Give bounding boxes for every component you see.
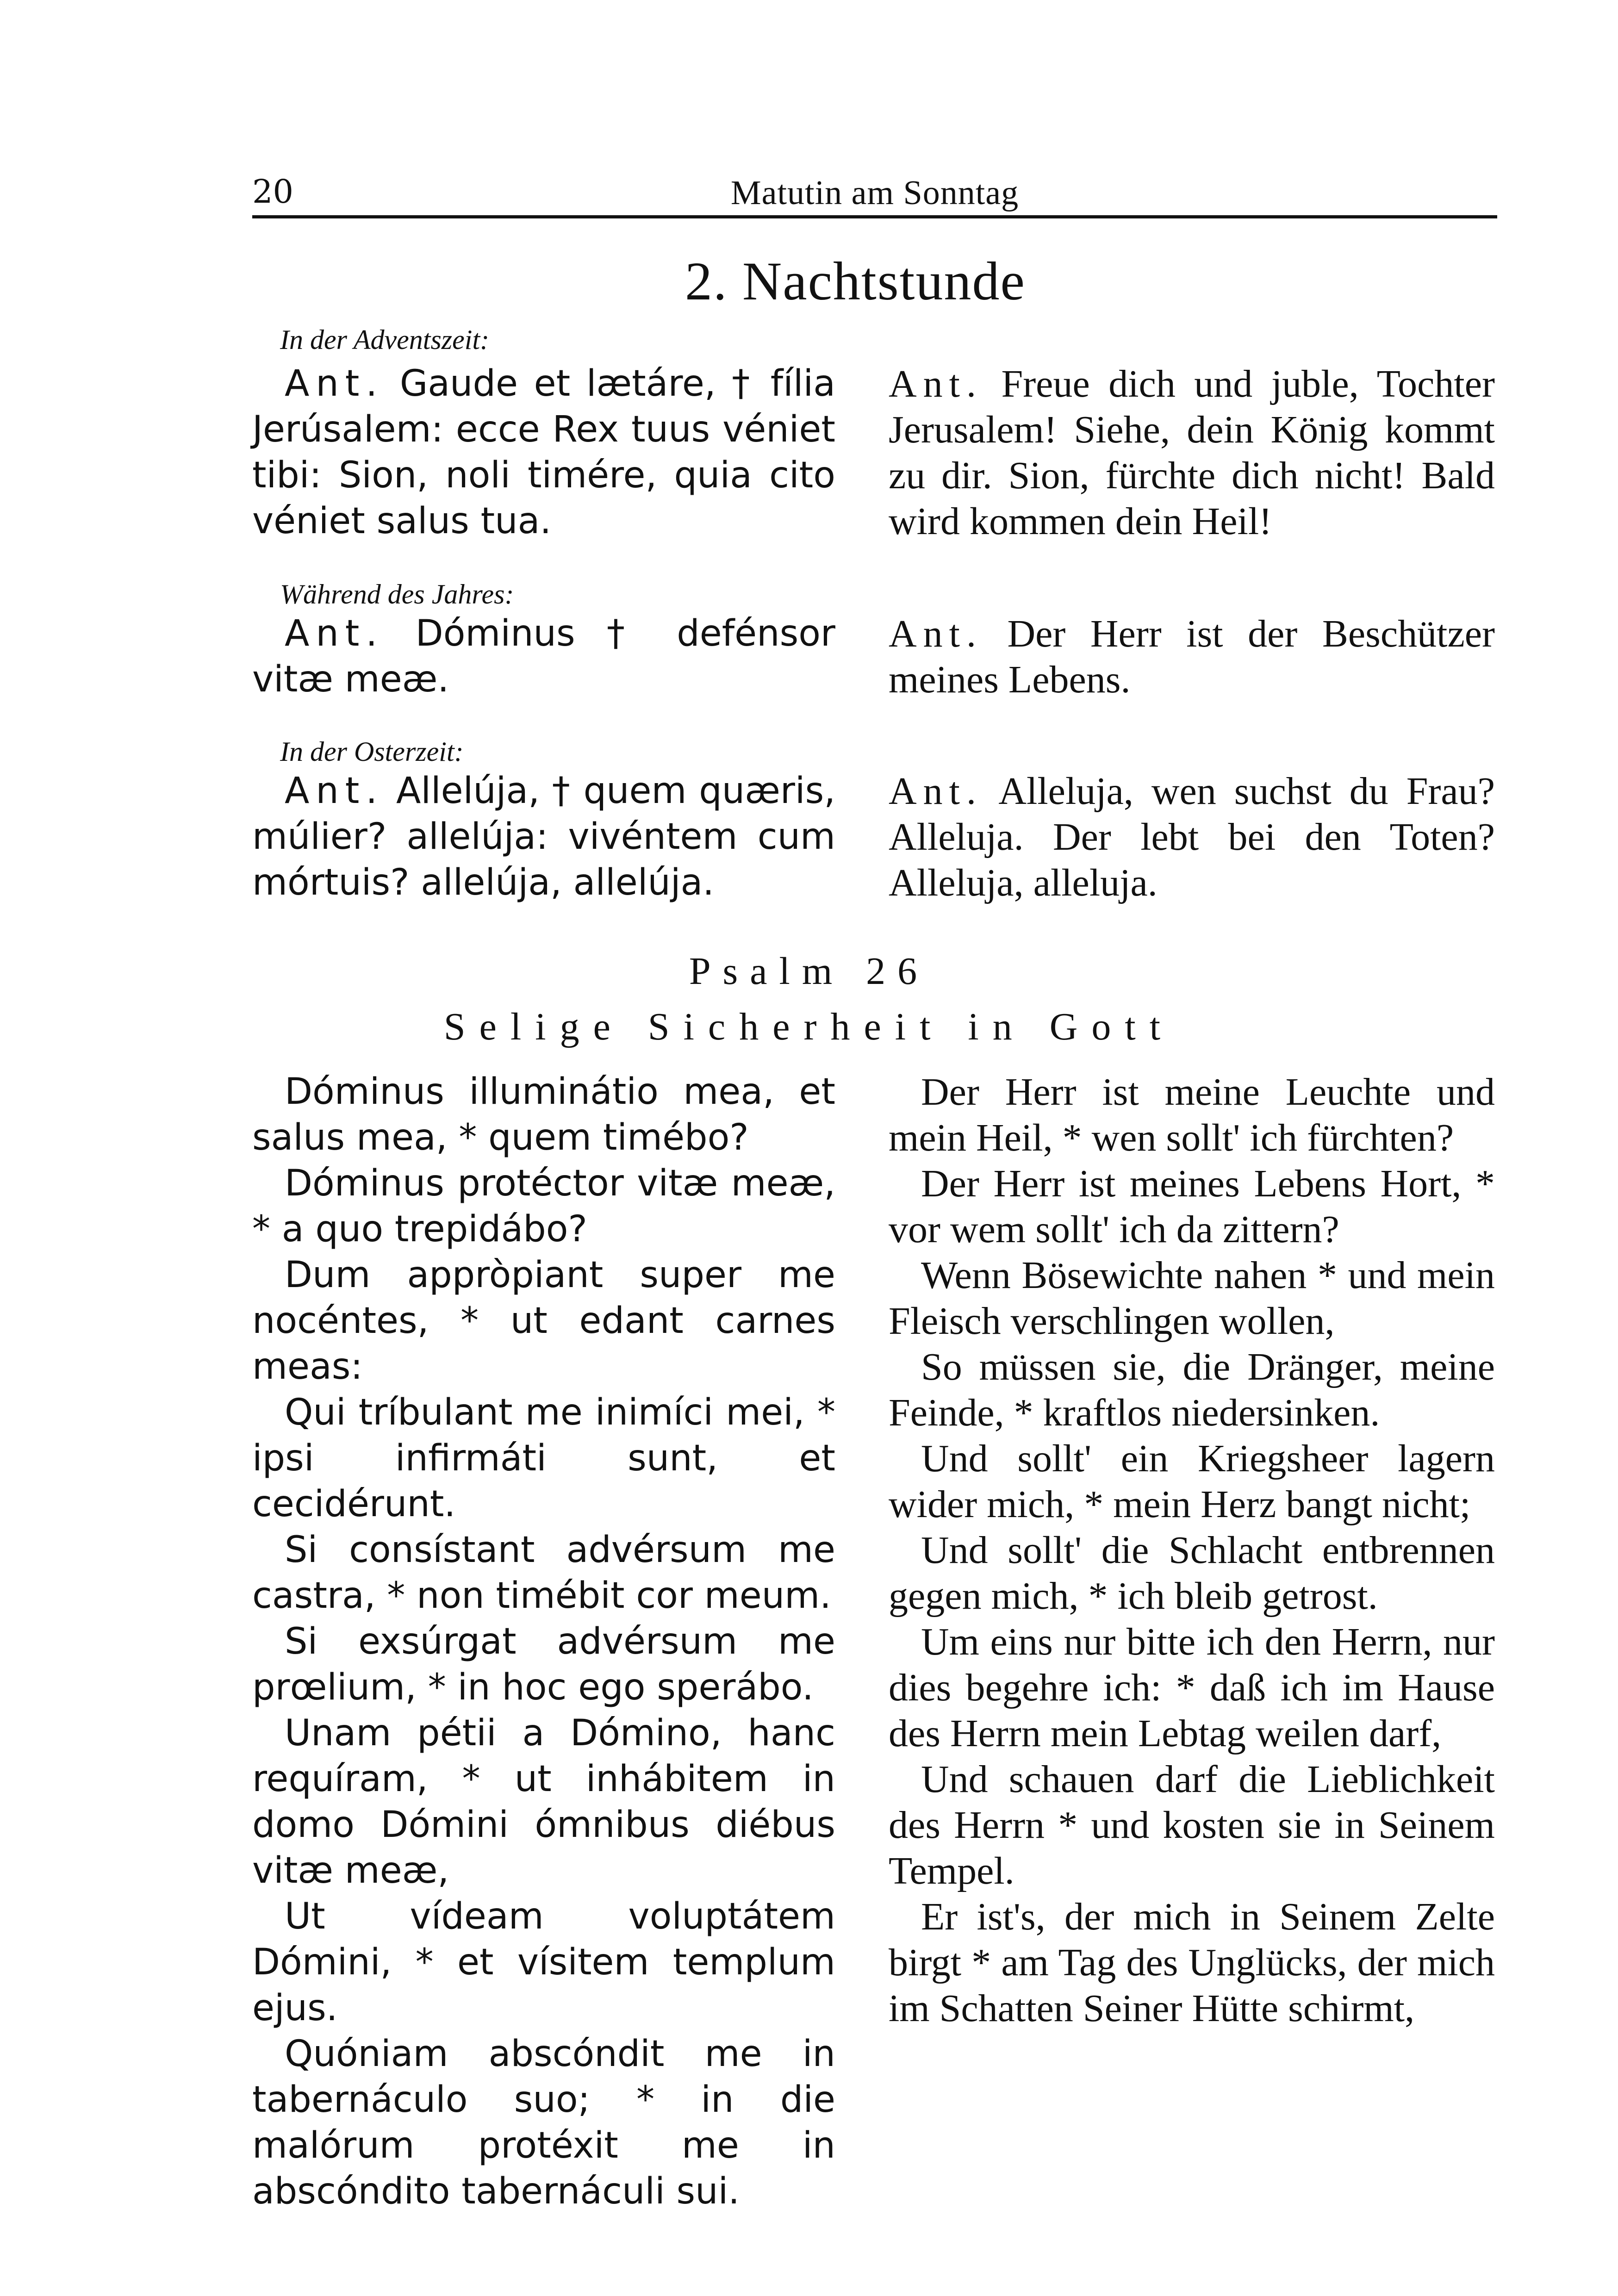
hour-title: 2. Nachtstunde [685,251,1026,311]
verse-german: So müssen sie, die Dränger, meine Feinde, * kraftlos niedersinken. [889,1345,1495,1434]
verse-latin: Dóminus illuminátio mea, et salus mea, * quem timébo? [252,1071,835,1158]
verse-german: Um eins nur bitte ich den Herrn, nur dies begehre ich: * daß ich im Hause des Herrn mein Lebtag weilen darf, [889,1620,1495,1755]
psalm-latin-column [252,1069,835,2215]
antiphon-text: Dóminus † defénsor vitæ meæ. [252,613,835,700]
verse-latin: Ut vídeam voluptátem Dómini, * et vísitem templum ejus. [252,1896,835,2029]
verse-latin: Unam pétii a Dómino, hanc requíram, * ut inhábitem in domo Dómini ómnibus diébus vitæ meæ, [252,1712,835,1892]
ant-marker: Ant. [889,770,983,813]
season-label-year: Während des Jahres: [280,579,514,610]
verse-latin: Dum appròpiant super me nocéntes, * ut edant carnes meas: [252,1254,835,1388]
page-number: 20 [252,173,294,211]
verse-latin: Dóminus protéctor vitæ meæ, * a quo trepidábo? [252,1163,835,1250]
verse-german: Und sollt' ein Kriegsheer lagern wider mich, * mein Herz bangt nicht; [889,1437,1495,1526]
verse-latin: Si consístant advérsum me castra, * non timébit cor meum. [252,1529,835,1617]
page-header [252,164,1497,218]
antiphon-latin-advent [252,361,835,544]
ant-marker: Ant. [285,613,384,654]
ant-marker: Ant. [285,770,384,812]
season-label-advent: In der Adventszeit: [280,324,490,355]
psalm-subtitle: Selige Sicherheit in Gott [443,1005,1175,1048]
antiphon-latin-year [252,611,835,703]
psalm-german-column [889,1069,1495,2031]
antiphon-text: Alleluja, wen suchst du Frau? Alleluja. Der lebt bei den Toten? Alleluja, alleluja. [889,770,1495,904]
verse-german: Wenn Bösewichte nahen * und mein Fleisch verschlingen wollen, [889,1254,1495,1343]
antiphon-text: Freue dich und juble, Tochter Jerusalem! Siehe, dein König kommt zu dir. Sion, fürchte dich nicht! Bald wird kommen dein Heil! [889,362,1495,543]
verse-german: Er ist's, der mich in Seinem Zelte birgt * am Tag des Unglücks, der mich im Schatten Seiner Hütte schirmt, [889,1895,1495,2030]
ant-marker: Ant. [889,362,983,405]
antiphon-text: Gaude et lætáre, † fília Jerúsalem: ecce Rex tuus véniet tibi: Sion, noli timére, quia cito véniet salus tua. [252,363,835,542]
running-title: Matutin am Sonntag [730,174,1019,212]
antiphon-text: Allelúja, † quem quæris, múlier? allelúja: vivéntem cum mórtuis? allelúja, allelúja. [252,770,835,903]
season-label-easter: In der Osterzeit: [280,736,464,767]
antiphon-german-year [889,611,1495,703]
verse-latin: Quóniam abscóndit me in tabernáculo suo; * in die malórum protéxit me in abscóndito tabernáculi sui. [252,2033,835,2212]
verse-german: Und sollt' die Schlacht entbrennen gegen mich, * ich bleib getrost. [889,1529,1495,1618]
antiphon-text: Der Herr ist der Beschützer meines Lebens. [889,612,1495,701]
ant-marker: Ant. [285,363,384,404]
verse-latin: Qui tríbulant me inimíci mei, * ipsi infirmáti sunt, et cecidérunt. [252,1392,835,1525]
verse-german: Und schauen darf die Lieblichkeit des Herrn * und kosten sie in Seinem Tempel. [889,1758,1495,1892]
verse-german: Der Herr ist meines Lebens Hort, * vor wem sollt' ich da zittern? [889,1162,1495,1251]
antiphon-german-easter [889,768,1495,906]
psalm-number: Psalm 26 [689,950,929,993]
antiphon-latin-easter [252,768,835,906]
verse-latin: Si exsúrgat advérsum me prœlium, * in hoc ego sperábo. [252,1621,835,1708]
ant-marker: Ant. [889,612,983,655]
verse-german: Der Herr ist meine Leuchte und mein Heil, * wen sollt' ich fürchten? [889,1070,1495,1159]
antiphon-german-advent [889,361,1495,544]
